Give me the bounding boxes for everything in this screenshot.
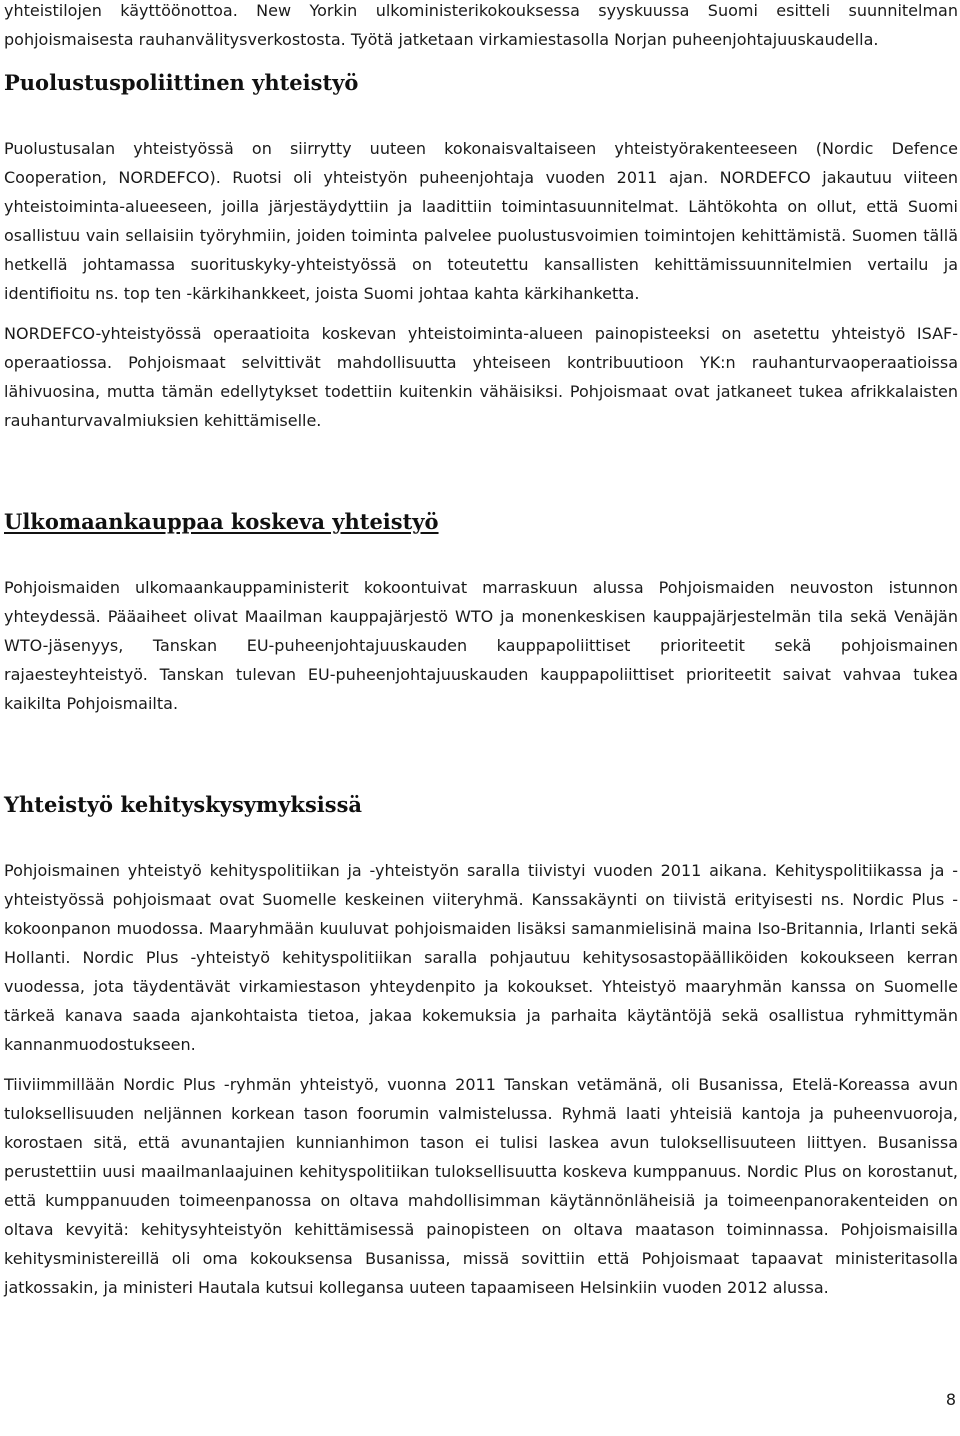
section-heading-defence: Puolustuspoliittinen yhteistyö: [4, 70, 359, 95]
document-page: [4, 0, 958, 1302]
intro-paragraph: yhteistilojen käyttöönottoa. New Yorkin ulkoministerikokouksessa syyskuussa Suomi esitteli suunnitelman pohjoismaisesta rauhanvälitysverkostosta. Työtä jatketaan virkamiestasolla Norjan puheenjohtajuuskaudella.: [4, 1, 958, 49]
trade-paragraph-1: Pohjoismaiden ulkomaankauppaministerit kokoontuivat marraskuun alussa Pohjoismaiden neuvoston istunnon yhteydessä. Pääaiheet olivat Maailman kauppajärjestö WTO ja monenkeskisen kauppajärjestelmän tila sekä Venäjän WTO-jäsenyys, Tanskan EU-puheenjohtajuuskauden kauppapoliittiset prioriteetit sekä pohjoismainen rajaesteyhteistyö. Tanskan tulevan EU-puheenjohtajuuskauden kauppapoliittiset prioriteetit saivat vahvaa tukea kaikilta Pohjoismailta.: [4, 578, 958, 713]
page-number: 8: [945, 1390, 956, 1409]
defence-paragraph-2: NORDEFCO-yhteistyössä operaatioita koskevan yhteistoiminta-alueen painopisteeksi on asetettu yhteistyö ISAF-operaatiossa. Pohjoismaat selvittivät mahdollisuutta yhteiseen kontribuutioon YK:n rauhanturvaoperaatioissa lähivuosina, mutta tämän edellytykset todettiin kuitenkin vähäisiksi. Pohjoismaat ovat jatkaneet tukea afrikkalaisten rauhanturvavalmiuksien kehittämiselle.: [4, 324, 958, 430]
development-paragraph-2: Tiiviimmillään Nordic Plus -ryhmän yhteistyö, vuonna 2011 Tanskan vetämänä, oli Busanissa, Etelä-Koreassa avun tuloksellisuuden neljännen korkean tason foorumin valmistelussa. Ryhmä laati yhteisiä kantoja ja puheenvuoroja, korostaen sitä, että avunantajien kunnianhimon tason ei tulisi laskea avun tuloksellisuuteen liittyen. Busanissa perustettiin uusi maailmanlaajuinen kehityspolitiikan tuloksellisuutta koskeva kumppanuus. Nordic Plus on korostanut, että kumppanuuden toimeenpanossa on oltava mahdollisimman käytännönläheisiä ja toimeenpanorakenteiden on oltava kevyitä: kehitysyhteistyön kehittämisessä painopisteen on oltava maatason toiminnassa. Pohjoismaisilla kehitysministereillä oli oma kokouksensa Busanissa, missä sovittiin että Pohjoismaat tapaavat ministeritasolla jatkossakin, ja ministeri Hautala kutsui kollegansa uuteen tapaamiseen Helsinkiin vuoden 2012 alussa.: [4, 1075, 958, 1297]
defence-paragraph-1: Puolustusalan yhteistyössä on siirrytty uuteen kokonaisvaltaiseen yhteistyörakenteeseen (Nordic Defence Cooperation, NORDEFCO). Ruotsi oli yhteistyön puheenjohtaja vuoden 2011 ajan. NORDEFCO jakautuu viiteen yhteistoiminta-alueeseen, joilla järjestäydyttiin ja laadittiin toimintasuunnitelmat. Lähtökohta on ollut, että Suomi osallistuu vain sellaisiin työryhmiin, joiden toiminta palvelee puolustusvoimien toimintojen kehittämistä. Suomen tällä hetkellä johtamassa suorituskyky-yhteistyössä on toteutettu kansallisten kehittämissuunnitelmien vertailu ja identifioitu ns. top ten -kärkihankkeet, joista Suomi johtaa kahta kärkihanketta.: [4, 139, 958, 303]
section-heading-development: Yhteistyö kehityskysymyksissä: [4, 792, 363, 817]
development-paragraph-1: Pohjoismainen yhteistyö kehityspolitiikan ja -yhteistyön saralla tiivistyi vuoden 2011 aikana. Kehityspolitiikassa ja -yhteistyössä pohjoismaat ovat Suomelle keskeinen viiteryhmä. Kanssakäynti on tiivistä erityisesti ns. Nordic Plus -kokoonpanon muodossa. Maaryhmään kuuluvat pohjoismaiden lisäksi samanmielisinä maina Iso-Britannia, Irlanti sekä Hollanti. Nordic Plus -yhteistyö kehityspolitiikan saralla pohjautuu kehitysosastopäälliköiden kokoukseen kerran vuodessa, jota täydentävät virkamiestason yhteydenpito ja kokoukset. Yhteistyö maaryhmän kanssa on Suomelle tärkeä kanava saada ajankohtaista tietoa, jakaa kokemuksia ja parhaita käytäntöjä sekä osallistua ryhmittymän kannanmuodostukseen.: [4, 861, 958, 1054]
section-heading-trade: Ulkomaankauppaa koskeva yhteistyö: [4, 509, 439, 534]
